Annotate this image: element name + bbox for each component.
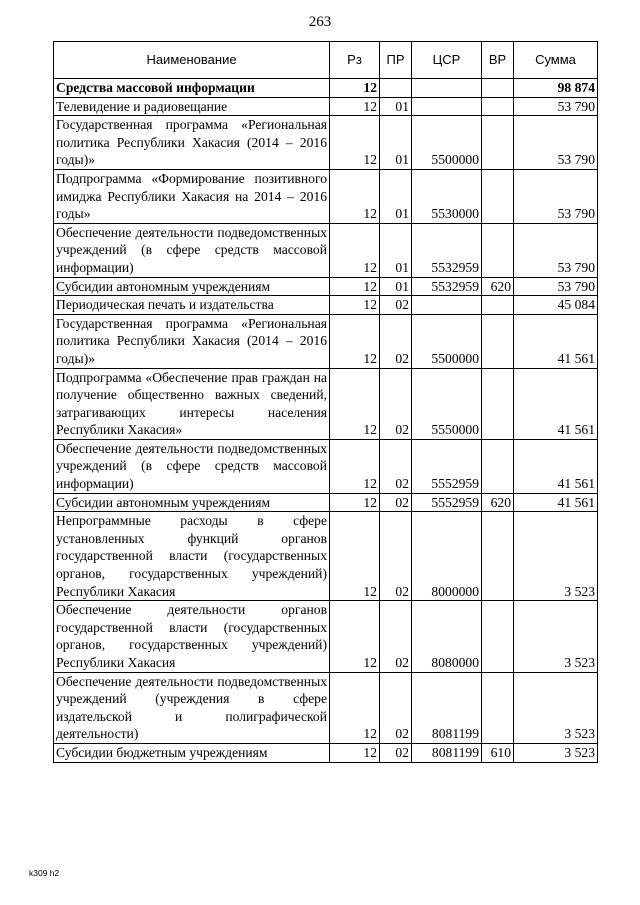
table-row xyxy=(54,601,598,672)
table-row xyxy=(54,116,598,170)
row-vr xyxy=(482,439,514,493)
table-row xyxy=(54,512,598,601)
row-vr xyxy=(482,97,514,116)
table-body xyxy=(54,79,598,763)
row-pr: 02 xyxy=(380,314,412,368)
table-row xyxy=(54,439,598,493)
footer-code: k309 h2 xyxy=(29,868,60,878)
row-name: Непрограммные расходы в сфере установленных функций органов государственной власти (государственных органов, государственных учреждений) Республики Хакасия xyxy=(54,512,330,601)
row-vr xyxy=(482,169,514,223)
row-rz: 12 xyxy=(330,277,380,296)
row-vr: 620 xyxy=(482,493,514,512)
row-rz: 12 xyxy=(330,314,380,368)
row-pr: 02 xyxy=(380,296,412,315)
row-vr xyxy=(482,79,514,98)
table-header-row xyxy=(54,42,598,79)
row-rz: 12 xyxy=(330,169,380,223)
table-row xyxy=(54,277,598,296)
row-csr: 5552959 xyxy=(412,439,482,493)
header-rz: Рз xyxy=(330,42,380,79)
page-number: 263 xyxy=(308,14,332,30)
row-rz: 12 xyxy=(330,79,380,98)
row-rz: 12 xyxy=(330,601,380,672)
row-rz: 12 xyxy=(330,116,380,170)
row-name: Подпрограмма «Обеспечение прав граждан на получение общественно важных сведений, затрагивающих интересы населения Республики Хакасия» xyxy=(54,368,330,439)
table-row xyxy=(54,223,598,277)
row-pr: 02 xyxy=(380,368,412,439)
row-pr: 01 xyxy=(380,97,412,116)
row-sum: 41 561 xyxy=(514,493,598,512)
row-sum: 3 523 xyxy=(514,512,598,601)
table-row xyxy=(54,672,598,743)
table-row xyxy=(54,79,598,98)
row-pr: 02 xyxy=(380,601,412,672)
row-vr xyxy=(482,601,514,672)
row-name: Обеспечение деятельности органов государственной власти (государственных органов, государственных учреждений) Республики Хакасия xyxy=(54,601,330,672)
table-row xyxy=(54,314,598,368)
budget-table xyxy=(53,41,598,763)
row-pr: 02 xyxy=(380,439,412,493)
row-pr: 01 xyxy=(380,169,412,223)
row-pr: 02 xyxy=(380,743,412,762)
row-sum: 53 790 xyxy=(514,169,598,223)
header-sum: Сумма xyxy=(514,42,598,79)
row-sum: 53 790 xyxy=(514,277,598,296)
row-csr: 5530000 xyxy=(412,169,482,223)
row-name: Средства массовой информации xyxy=(54,79,330,98)
row-name: Субсидии автономным учреждениям xyxy=(54,493,330,512)
row-name: Государственная программа «Региональная политика Республики Хакасия (2014 – 2016 годы)» xyxy=(54,314,330,368)
row-pr: 02 xyxy=(380,512,412,601)
row-sum: 3 523 xyxy=(514,743,598,762)
table-row xyxy=(54,743,598,762)
row-rz: 12 xyxy=(330,672,380,743)
row-sum: 98 874 xyxy=(514,79,598,98)
row-pr xyxy=(380,79,412,98)
row-rz: 12 xyxy=(330,296,380,315)
row-sum: 53 790 xyxy=(514,97,598,116)
row-csr: 8081199 xyxy=(412,743,482,762)
row-csr: 8080000 xyxy=(412,601,482,672)
row-name: Периодическая печать и издательства xyxy=(54,296,330,315)
row-name: Телевидение и радиовещание xyxy=(54,97,330,116)
header-pr: ПР xyxy=(380,42,412,79)
row-sum: 45 084 xyxy=(514,296,598,315)
row-sum: 41 561 xyxy=(514,314,598,368)
row-csr: 5552959 xyxy=(412,493,482,512)
header-csr: ЦСР xyxy=(412,42,482,79)
row-sum: 3 523 xyxy=(514,672,598,743)
table-row xyxy=(54,368,598,439)
table-row xyxy=(54,97,598,116)
table-row xyxy=(54,296,598,315)
row-csr: 5500000 xyxy=(412,116,482,170)
row-pr: 01 xyxy=(380,277,412,296)
row-name: Подпрограмма «Формирование позитивного имиджа Республики Хакасия на 2014 – 2016 годы» xyxy=(54,169,330,223)
row-vr xyxy=(482,368,514,439)
header-name: Наименование xyxy=(54,42,330,79)
header-vr: ВР xyxy=(482,42,514,79)
row-sum: 3 523 xyxy=(514,601,598,672)
row-pr: 02 xyxy=(380,672,412,743)
row-sum: 53 790 xyxy=(514,223,598,277)
row-name: Обеспечение деятельности подведомственных учреждений (в сфере средств массовой информации) xyxy=(54,439,330,493)
row-csr xyxy=(412,296,482,315)
row-csr xyxy=(412,79,482,98)
row-vr xyxy=(482,116,514,170)
table-row xyxy=(54,493,598,512)
row-name: Обеспечение деятельности подведомственных учреждений (учреждения в сфере издательской и полиграфической деятельности) xyxy=(54,672,330,743)
row-sum: 41 561 xyxy=(514,439,598,493)
row-csr: 8081199 xyxy=(412,672,482,743)
row-csr xyxy=(412,97,482,116)
row-vr: 610 xyxy=(482,743,514,762)
row-vr xyxy=(482,672,514,743)
row-csr: 8000000 xyxy=(412,512,482,601)
row-csr: 5532959 xyxy=(412,223,482,277)
row-rz: 12 xyxy=(330,493,380,512)
row-vr xyxy=(482,314,514,368)
row-pr: 01 xyxy=(380,116,412,170)
row-vr: 620 xyxy=(482,277,514,296)
row-name: Государственная программа «Региональная политика Республики Хакасия (2014 – 2016 годы)» xyxy=(54,116,330,170)
row-rz: 12 xyxy=(330,439,380,493)
row-csr: 5500000 xyxy=(412,314,482,368)
table-row xyxy=(54,169,598,223)
row-rz: 12 xyxy=(330,97,380,116)
row-csr: 5532959 xyxy=(412,277,482,296)
row-pr: 01 xyxy=(380,223,412,277)
row-rz: 12 xyxy=(330,512,380,601)
row-sum: 41 561 xyxy=(514,368,598,439)
row-vr xyxy=(482,512,514,601)
row-csr: 5550000 xyxy=(412,368,482,439)
row-vr xyxy=(482,296,514,315)
row-name: Субсидии бюджетным учреждениям xyxy=(54,743,330,762)
row-name: Субсидии автономным учреждениям xyxy=(54,277,330,296)
row-rz: 12 xyxy=(330,368,380,439)
row-sum: 53 790 xyxy=(514,116,598,170)
row-rz: 12 xyxy=(330,223,380,277)
row-rz: 12 xyxy=(330,743,380,762)
row-name: Обеспечение деятельности подведомственных учреждений (в сфере средств массовой информации) xyxy=(54,223,330,277)
row-pr: 02 xyxy=(380,493,412,512)
row-vr xyxy=(482,223,514,277)
